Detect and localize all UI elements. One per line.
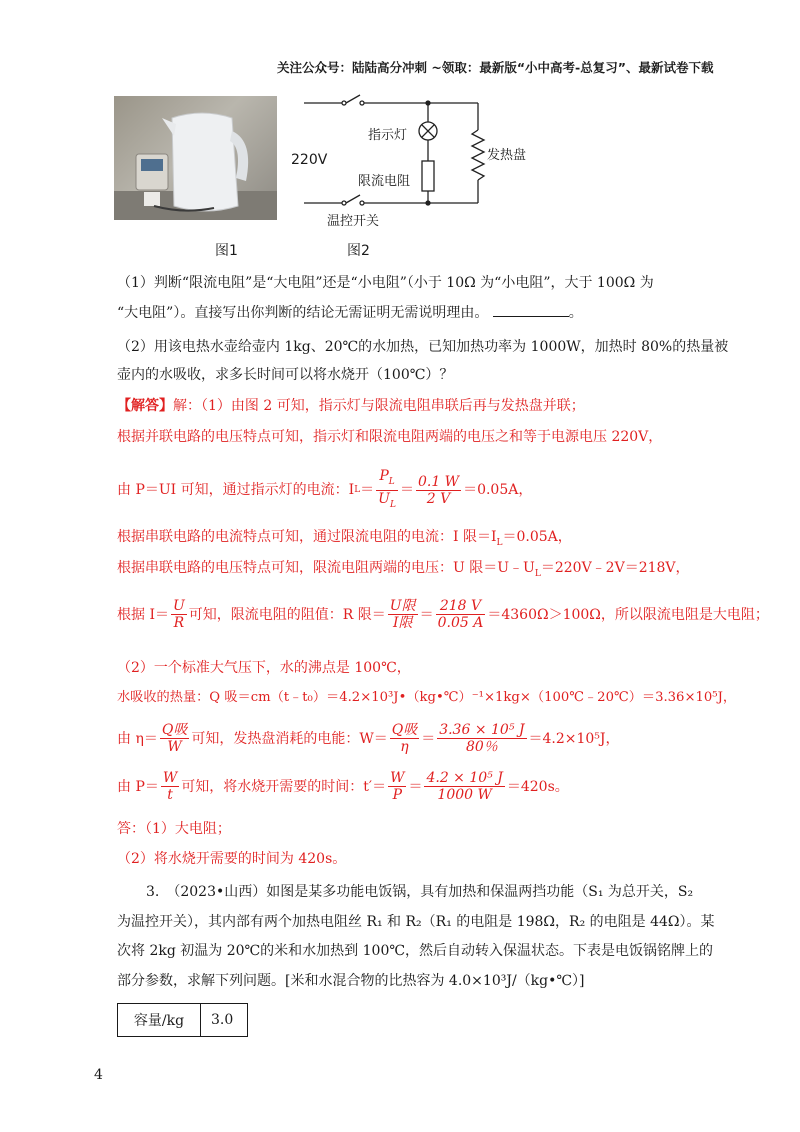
- fig1-caption: 图1: [215, 243, 238, 259]
- f-num: W: [390, 770, 405, 786]
- answer-line2: 根据并联电路的电压特点可知，指示灯和限流电阻两端的电压之和等于电源电压 220V，: [117, 429, 663, 445]
- f-num: U: [172, 598, 185, 614]
- l5-text: 根据串联电路的电压特点可知，限流电阻两端的电压：U 限＝U﹣U: [117, 560, 535, 576]
- l10-text-b: 可知，将水烧开需要的时间：t′＝: [181, 778, 387, 795]
- q3-line1: 3. （2023•山西）如图是某多功能电饭锅，具有加热和保温两挡功能（S₁ 为总开关，S₂: [146, 884, 694, 900]
- final-answer-2: （2）将水烧开需要的时间为 420s。: [117, 851, 347, 867]
- q1-line2-text: “大电阻”）。直接写出你判断的结论无需证明无需说明理由。: [117, 305, 489, 321]
- q2-line2: 壶内的水吸收，求多长时间可以将水烧开（100℃）？: [117, 367, 454, 383]
- f2-num: 0.1 W: [417, 473, 460, 490]
- l4-text: 根据串联电路的电流特点可知，通过限流电阻的电流：I 限＝I: [117, 529, 497, 545]
- eq: ＝: [408, 778, 423, 795]
- eq: ＝: [421, 730, 436, 747]
- answer-line7: （2）一个标准大气压下，水的沸点是 100℃，: [117, 660, 411, 676]
- f-den: 80％: [465, 739, 498, 755]
- l3-text: 由 P＝UI 可知，通过指示灯的电流：I: [117, 482, 355, 499]
- kettle-photo: [114, 96, 277, 220]
- q1-line2-end: 。: [568, 305, 583, 321]
- temp-switch-label: 温控开关: [327, 214, 380, 229]
- q3-line3: 次将 2kg 初温为 20℃的米和水加热到 100℃，然后自动转入保温状态。下表是电饭锅铭牌上的: [117, 943, 714, 959]
- answer-line5: [117, 558, 690, 584]
- f-num: U限: [389, 598, 416, 614]
- l9-text-c: ＝4.2×10⁵J，: [528, 730, 620, 747]
- answer-line6: [117, 598, 769, 631]
- fraction-u-i-limit: [388, 598, 418, 631]
- q3-line2: 为温控开关），其内部有两个加热电阻丝 R₁ 和 R₂（R₁ 的电阻是 198Ω，R₂ 的电阻是 44Ω）。某: [117, 914, 715, 930]
- answer-blank: [493, 302, 569, 317]
- f-num-sub: L: [388, 476, 395, 487]
- l4-sub: L: [496, 537, 503, 548]
- q3-line4: 部分参数，求解下列问题。[米和水混合物的比热容为 4.0×10³J/（kg•℃）]: [117, 973, 585, 989]
- fraction-w-t: [161, 770, 179, 803]
- indicator-lamp-label: 指示灯: [368, 128, 408, 143]
- spec-table: [117, 1003, 248, 1037]
- fraction-pl-ul: [376, 468, 398, 513]
- l3-result: ＝0.05A，: [463, 482, 533, 499]
- final-answer-1: 答：（1）大电阻；: [117, 821, 231, 837]
- current-limiting-resistor-label: 限流电阻: [358, 174, 411, 189]
- f-den: U: [378, 490, 390, 507]
- l6-text-c: ＝4360Ω＞100Ω，所以限流电阻是大电阻；: [487, 606, 769, 623]
- f-den: 1000 W: [437, 787, 492, 803]
- q1-line2: [117, 302, 583, 323]
- l10-text-a: 由 P＝: [117, 778, 159, 795]
- l4-result: ＝0.05A，: [502, 529, 572, 545]
- page-number: 4: [94, 1067, 103, 1083]
- answer-line10: [117, 770, 569, 803]
- l10-text-c: ＝420s。: [506, 778, 569, 795]
- answer-line8: 水吸收的热量：Q 吸＝cm（t﹣t₀）＝4.2×10³J•（kg•℃）⁻¹×1kg×（100℃﹣20℃）＝3.36×10⁵J，: [117, 690, 737, 705]
- l3-eq2: ＝: [399, 482, 414, 499]
- table-row: [118, 1004, 248, 1037]
- capacity-label: 容量/kg: [118, 1004, 201, 1037]
- f-num: P: [379, 468, 389, 484]
- fraction-u-r: [171, 598, 187, 631]
- fig2-caption: 图2: [347, 243, 370, 259]
- l3-eq: ＝: [360, 482, 375, 499]
- f-den: t: [167, 787, 173, 803]
- l5-result: ＝220V﹣2V＝218V，: [540, 560, 690, 576]
- fraction-power-voltage: [416, 474, 461, 507]
- f-den-sub: L: [389, 499, 396, 510]
- q2-line1: （2）用该电热水壶给壶内 1kg、20℃的水加热，已知加热功率为 1000W，加热时 80%的热量被: [117, 339, 729, 355]
- f-num: Q吸: [161, 722, 188, 738]
- f-den: 0.05 A: [437, 615, 484, 631]
- heating-plate-label: 发热盘: [487, 148, 527, 163]
- answer-line1: [117, 396, 585, 416]
- f-den: R: [173, 615, 185, 631]
- f-den: P: [392, 787, 402, 803]
- f-num: 218 V: [436, 598, 486, 615]
- fraction-218-005: [436, 598, 486, 631]
- voltage-label: 220V: [291, 152, 328, 168]
- eq: ＝: [419, 606, 434, 623]
- fraction-w-p: [388, 770, 406, 803]
- capacity-value: 3.0: [201, 1004, 248, 1037]
- f-num: 3.36 × 10⁵ J: [439, 722, 525, 738]
- answer-line4: [117, 527, 572, 553]
- l9-text-a: 由 η＝: [117, 730, 158, 747]
- answer-tag: 【解答】: [117, 398, 173, 414]
- f-num: Q吸: [391, 722, 418, 738]
- l6-text-b: 可知，限流电阻的阻值：R 限＝: [188, 606, 386, 623]
- fraction-q-eta: [390, 722, 419, 755]
- f-den: I限: [392, 615, 413, 631]
- f2-den: 2 V: [426, 490, 451, 507]
- f-num: 4.2 × 10⁵ J: [426, 770, 503, 786]
- fraction-time: [424, 770, 504, 803]
- fraction-energy: [437, 722, 526, 755]
- f-den: W: [167, 739, 182, 755]
- l5-sub: L: [534, 568, 541, 579]
- fraction-q-w: [160, 722, 189, 755]
- f-den: η: [400, 739, 409, 755]
- f-num: W: [162, 770, 178, 786]
- page-header: 关注公众号：陆陆高分冲刺 ~领取：最新版“小中高考-总复习”、最新试卷下载: [277, 60, 714, 75]
- l9-text-b: 可知，发热盘消耗的电能：W＝: [191, 730, 388, 747]
- answer-line9: [117, 722, 620, 755]
- q1-line1: （1）判断“限流电阻”是“大电阻”还是“小电阻”（小于 10Ω 为“小电阻”，大于 100Ω 为: [117, 275, 654, 291]
- l6-text-a: 根据 I＝: [117, 606, 169, 623]
- answer-l1: 解：（1）由图 2 可知，指示灯与限流电阻串联后再与发热盘并联；: [173, 398, 585, 414]
- answer-line3: [117, 468, 532, 513]
- l3-sub: L: [354, 485, 361, 496]
